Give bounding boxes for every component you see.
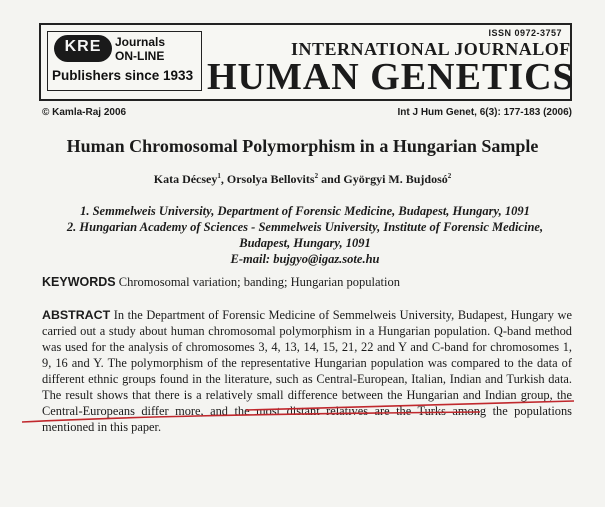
kre-logo-badge	[54, 35, 112, 62]
logo-line-online: ON-LINE	[115, 49, 165, 63]
journal-masthead	[39, 23, 575, 101]
issn-number: ISSN 0972-3757	[488, 28, 562, 38]
paper-title: Human Chromosomal Polymorphism in a Hungarian Sample	[66, 136, 539, 156]
logo-line-since: Publishers since 1933	[52, 68, 194, 83]
abstract-text: In the Department of Forensic Medicine of Semmelweis University, Budapest, Hungary we carried out a study about human chromosomal polymorphism in a Hungarian population. Q-band method was used for the analysis of chromosomes 3, 4, 13, 14, 15, 21, 22 and Y and C-band for chromosomes 1, 9, 16 and Y. The polymorphism of the representative Hungarian population was compared to the data of different ethnic groups found in the literature, such as Central-European, Italian, Indian and Turkish data. The result shows that there is a relatively small difference between the Hungarian and Indian group, the Central-Europeans differ more, and the most distant relatives are the Turks among the populations mentioned in this paper.	[42, 308, 572, 434]
author-separator: ,	[220, 172, 227, 186]
author-affiliation-mark: 2	[314, 172, 319, 180]
journal-title-line1: INTERNATIONAL JOURNALOF	[291, 39, 571, 59]
affiliation-2-city: Budapest, Hungary, 1091	[239, 236, 371, 250]
author-affiliation-mark: 1	[217, 172, 221, 180]
keywords-section	[42, 275, 400, 290]
affiliations	[60, 203, 550, 267]
contact-email: E-mail: bujgyo@igaz.sote.hu	[230, 252, 380, 266]
journal-title-line2: HUMAN GENETICS	[207, 56, 575, 98]
affiliation-2: 2. Hungarian Academy of Sciences - Semmelweis University, Institute of Forensic Medicine,	[66, 220, 544, 234]
logo-text: KRE	[64, 38, 102, 55]
abstract-section	[42, 307, 572, 435]
author-list	[0, 172, 605, 187]
keywords-text: Chromosomal variation; banding; Hungarian population	[115, 275, 400, 289]
copyright-line: © Kamla-Raj 2006	[42, 107, 127, 118]
author-separator: and	[318, 172, 344, 186]
logo-line-journals: Journals	[115, 35, 166, 49]
author-name: Orsolya Bellovits	[226, 172, 315, 186]
citation-line: Int J Hum Genet, 6(3): 177-183 (2006)	[397, 107, 572, 118]
author-name: Kata Décsey	[153, 172, 218, 186]
author-affiliation-mark: 2	[447, 172, 452, 180]
abstract-label: ABSTRACT	[42, 308, 111, 322]
affiliation-1: 1. Semmelweis University, Department of Forensic Medicine, Budapest, Hungary, 1091	[80, 204, 530, 218]
publisher-logo	[47, 31, 202, 91]
keywords-label: KEYWORDS	[42, 275, 116, 289]
author-name: Györgyi M. Bujdosó	[343, 172, 448, 186]
